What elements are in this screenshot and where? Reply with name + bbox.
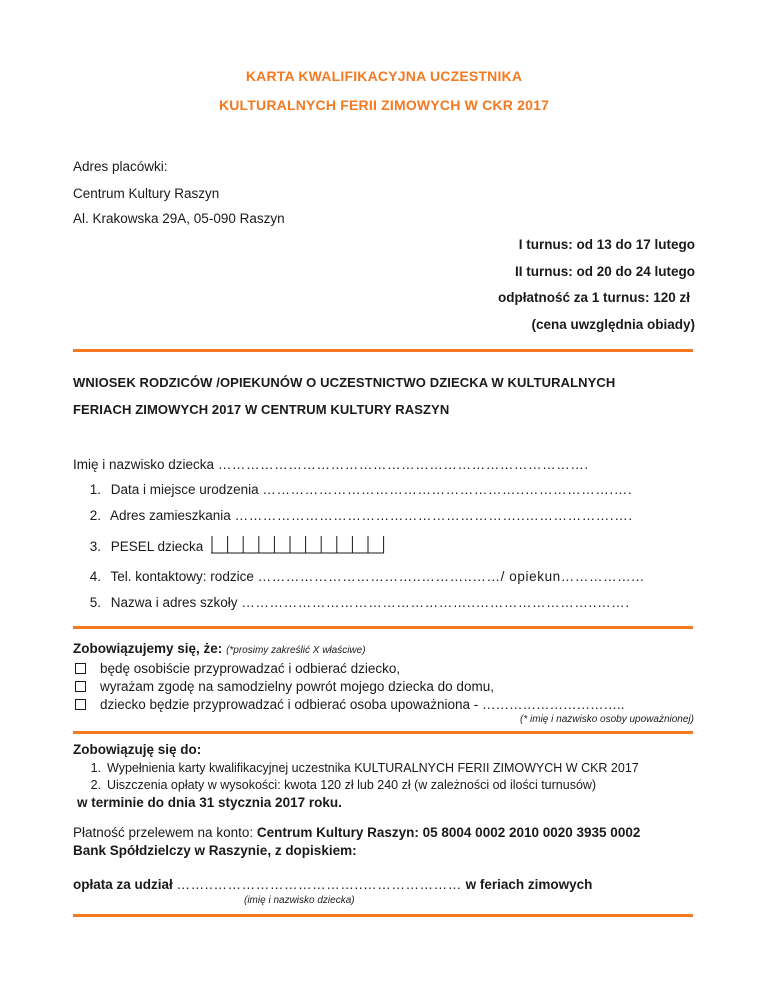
option-label: dziecko będzie przyprowadzać i odbierać osoba upoważniona - ………………………….. <box>100 697 625 712</box>
school-field[interactable] <box>73 595 630 610</box>
address-street: Al. Krakowska 29A, 05-090 Raszyn <box>73 211 285 226</box>
pesel-boxes[interactable] <box>207 534 387 557</box>
birth-dots: ………………………………………………..……………….…. <box>262 482 633 497</box>
phone-dots: ……………………………..………..……/ opiekun……………... <box>257 569 645 584</box>
item-number: 2. <box>89 508 101 523</box>
fee-caption: (imię i nazwisko dziecka) <box>244 895 355 906</box>
address-name: Centrum Kultury Raszyn <box>73 186 220 201</box>
pesel-field[interactable] <box>73 536 387 559</box>
divider <box>73 914 693 917</box>
option-authorized[interactable] <box>75 697 624 712</box>
payment-account: Centrum Kultury Raszyn: 05 8004 0002 2010 0020 3935 0002 <box>256 825 641 840</box>
checkbox-icon[interactable] <box>75 681 86 692</box>
home-address-label: Adres zamieszkania <box>110 508 231 523</box>
divider <box>73 731 693 734</box>
obligations-heading: Zobowiązujemy się, że: <box>73 641 223 656</box>
deadline: w terminie do dnia 31 stycznia 2017 roku. <box>77 795 342 810</box>
home-address-dots: ……………………………………………………..……………….…. <box>234 508 633 523</box>
address-label: Adres placówki: <box>73 159 168 174</box>
fee-info: odpłatność za 1 turnus: 120 zł <box>497 290 690 305</box>
turn-1: I turnus: od 13 do 17 lutego <box>518 237 695 252</box>
turn-2: II turnus: od 20 do 24 lutego <box>514 264 695 279</box>
commitment-2 <box>73 778 596 792</box>
option-label: wyrażam zgodę na samodzielny powrót mojego dziecka do domu, <box>100 679 494 694</box>
title-line-1: KARTA KWALIFIKACYJNA UCZESTNIKA <box>245 68 523 84</box>
item-number: 4. <box>89 569 101 584</box>
divider <box>73 626 693 629</box>
child-name-label: Imię i nazwisko dziecka <box>73 457 215 472</box>
phone-label: Tel. kontaktowy: rodzice <box>110 569 254 584</box>
option-alone[interactable] <box>75 679 494 694</box>
item-number: 3. <box>89 539 101 555</box>
phone-field[interactable] <box>73 569 644 584</box>
option-label: będę osobiście przyprowadzać i odbierać dziecko, <box>100 661 401 676</box>
school-dots: …………………………………………..……………………..……. <box>241 595 630 610</box>
birth-label: Data i miejsce urodzenia <box>110 482 259 497</box>
title-line-2: KULTURALNYCH FERII ZIMOWYCH W CKR 2017 <box>218 97 550 113</box>
request-heading-2: FERIACH ZIMOWYCH 2017 W CENTRUM KULTURY RASZYN <box>73 402 450 417</box>
payment-bank: Bank Spółdzielczy w Raszynie, z dopiskiem: <box>73 843 357 858</box>
fee-note: (cena uwzględnia obiady) <box>531 317 695 332</box>
home-address-field[interactable] <box>73 508 633 523</box>
school-label: Nazwa i adres szkoły <box>110 595 238 610</box>
fee-dots: ……..…………………………..………………… <box>176 877 462 892</box>
pesel-label: PESEL dziecka <box>110 539 204 555</box>
fee-row[interactable] <box>73 877 592 892</box>
request-heading-1: WNIOSEK RODZICÓW /OPIEKUNÓW O UCZESTNICTWO DZIECKA W KULTURALNYCH <box>73 375 616 390</box>
item-number: 1. <box>90 761 101 775</box>
checkbox-icon[interactable] <box>75 699 86 710</box>
commitment-text: Uiszczenia opłaty w wysokości: kwota 120 zł lub 240 zł (w zależności od ilości turnusów) <box>107 778 597 792</box>
divider <box>73 349 693 352</box>
item-number: 1. <box>89 482 101 497</box>
commitment-text: Wypełnienia karty kwalifikacyjnej uczestnika KULTURALNYCH FERII ZIMOWYCH W CKR 2017 <box>107 761 639 775</box>
child-name-dots: ……………………………………………………………………. <box>217 457 589 472</box>
fee-label: opłata za udział <box>73 877 173 892</box>
item-number: 5. <box>89 595 101 610</box>
option-personal[interactable] <box>75 661 400 676</box>
commitment-1 <box>73 761 639 775</box>
obligations-heading-row <box>73 641 366 656</box>
checkbox-icon[interactable] <box>75 663 86 674</box>
commitments-heading: Zobowiązuję się do: <box>73 742 202 757</box>
payment-prefix: Płatność przelewem na konto: <box>73 825 257 840</box>
payment-row <box>73 825 640 840</box>
fee-suffix: w feriach zimowych <box>465 877 593 892</box>
item-number: 2. <box>90 778 101 792</box>
obligations-note: (*prosimy zakreślić X właściwe) <box>226 645 366 656</box>
authorized-footnote: (* imię i nazwisko osoby upoważnionej) <box>520 714 694 725</box>
child-name-field[interactable] <box>73 457 589 472</box>
birth-field[interactable] <box>73 482 632 497</box>
